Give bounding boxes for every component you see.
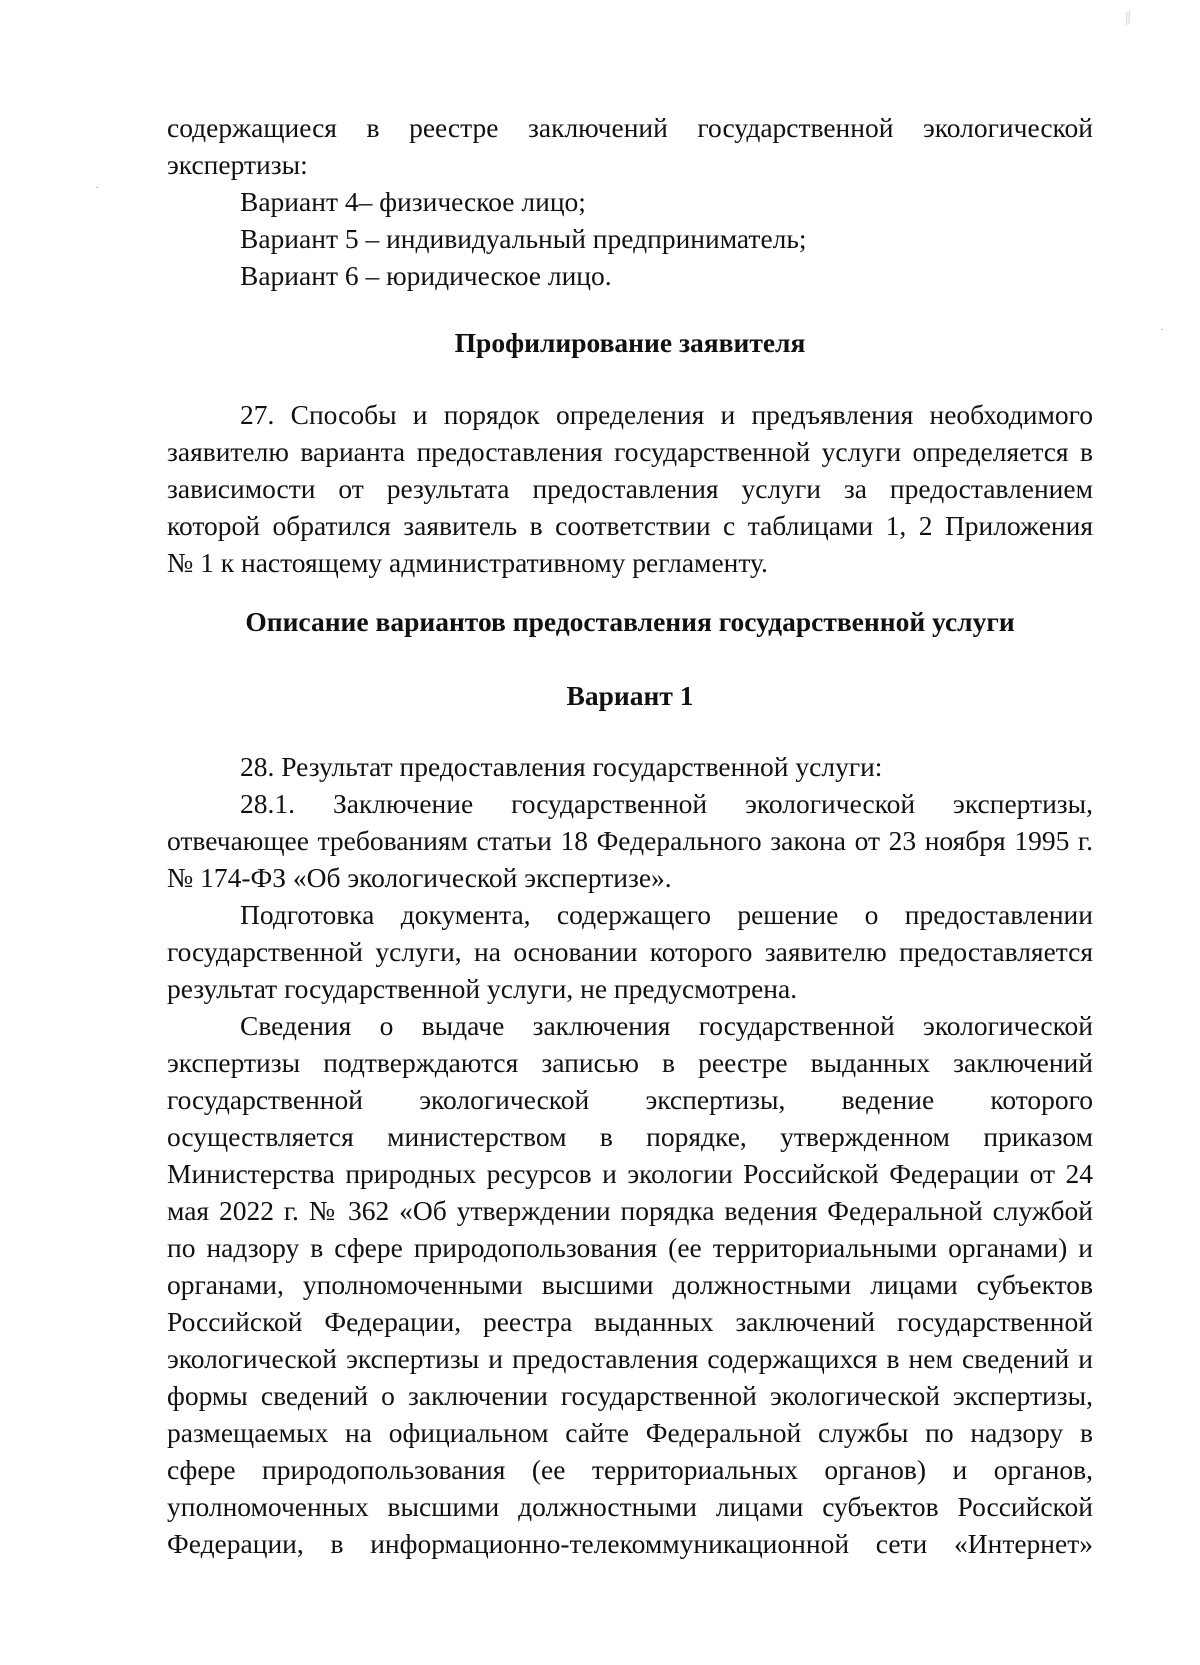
paragraph-line: государственной экологической экспертизы, ведение которого bbox=[167, 1084, 1093, 1115]
paragraph-line: 27. Способы и порядок определения и предъявления необходимого bbox=[240, 399, 1093, 430]
section-heading-variant-1: Вариант 1 bbox=[566, 680, 694, 711]
paragraph-line: размещаемых на официальном сайте Федеральной службы по надзору в bbox=[167, 1417, 1093, 1448]
section-heading-profiling: Профилирование заявителя bbox=[454, 327, 806, 358]
paragraph-line: формы сведений о заключении государственной экологической экспертизы, bbox=[167, 1380, 1093, 1411]
applicant-variants-list bbox=[167, 109, 1093, 294]
paragraph-line: результат государственной услуги, не предусмотрена. bbox=[167, 973, 798, 1004]
paragraph-line: которой обратился заявитель в соответствии с таблицами 1, 2 Приложения bbox=[167, 510, 1093, 541]
paragraph-line: содержащиеся в реестре заключений государственной экологической bbox=[167, 112, 1093, 143]
paragraph-line: уполномоченных высшими должностными лицами субъектов Российской bbox=[167, 1491, 1093, 1522]
paragraph-line: по надзору в сфере природопользования (ее территориальными органами) и bbox=[167, 1232, 1093, 1263]
paragraph-line: зависимости от результата предоставления услуги за предоставлением bbox=[167, 473, 1093, 504]
paragraph-28 bbox=[167, 748, 1093, 1562]
paragraph-line: осуществляется министерством в порядке, утвержденном приказом bbox=[167, 1121, 1093, 1152]
paragraph-line: государственной услуги, на основании которого заявителю предоставляется bbox=[167, 936, 1093, 967]
paragraph-line: органами, уполномоченными высшими должностными лицами субъектов bbox=[167, 1269, 1093, 1300]
paragraph-line: Сведения о выдаче заключения государственной экологической bbox=[240, 1010, 1093, 1041]
paragraph-line: сфере природопользования (ее территориальных органов) и органов, bbox=[167, 1454, 1093, 1485]
section-heading-description: Описание вариантов предоставления государственной услуги bbox=[245, 606, 1015, 637]
paragraph-line: № 1 к настоящему административному регламенту. bbox=[167, 547, 768, 578]
paragraph-line: заявителю варианта предоставления государственной услуги определяется в bbox=[167, 436, 1093, 467]
paragraph-line: Министерства природных ресурсов и экологии Российской Федерации от 24 bbox=[167, 1158, 1093, 1189]
paragraph-line: экологической экспертизы и предоставления содержащихся в нем сведений и bbox=[167, 1343, 1093, 1374]
paragraph-line: 28. Результат предоставления государственной услуги: bbox=[240, 751, 883, 782]
paragraph-27 bbox=[167, 396, 1093, 581]
corner-pen-mark: ⁄⁄ bbox=[1121, 10, 1136, 28]
paragraph-line: № 174-ФЗ «Об экологической экспертизе». bbox=[167, 862, 672, 893]
scan-speck: · bbox=[95, 180, 99, 194]
list-item: Вариант 5 – индивидуальный предприниматель; bbox=[240, 223, 807, 254]
list-item: Вариант 4– физическое лицо; bbox=[240, 186, 586, 217]
paragraph-line: Подготовка документа, содержащего решение о предоставлении bbox=[240, 899, 1093, 930]
paragraph-line: экспертизы: bbox=[167, 149, 308, 180]
paragraph-line: экспертизы подтверждаются записью в реестре выданных заключений bbox=[167, 1047, 1093, 1078]
paragraph-line: 28.1. Заключение государственной экологической экспертизы, bbox=[240, 788, 1093, 819]
scan-speck: · bbox=[1160, 322, 1164, 336]
paragraph-line: Российской Федерации, реестра выданных заключений государственной bbox=[167, 1306, 1093, 1337]
paragraph-line: Федерации, в информационно-телекоммуникационной сети «Интернет» bbox=[167, 1528, 1093, 1559]
paragraph-line: отвечающее требованиям статьи 18 Федерального закона от 23 ноября 1995 г. bbox=[167, 825, 1093, 856]
paragraph-line: мая 2022 г. № 362 «Об утверждении порядка ведения Федеральной службой bbox=[167, 1195, 1093, 1226]
list-item: Вариант 6 – юридическое лицо. bbox=[240, 260, 612, 291]
